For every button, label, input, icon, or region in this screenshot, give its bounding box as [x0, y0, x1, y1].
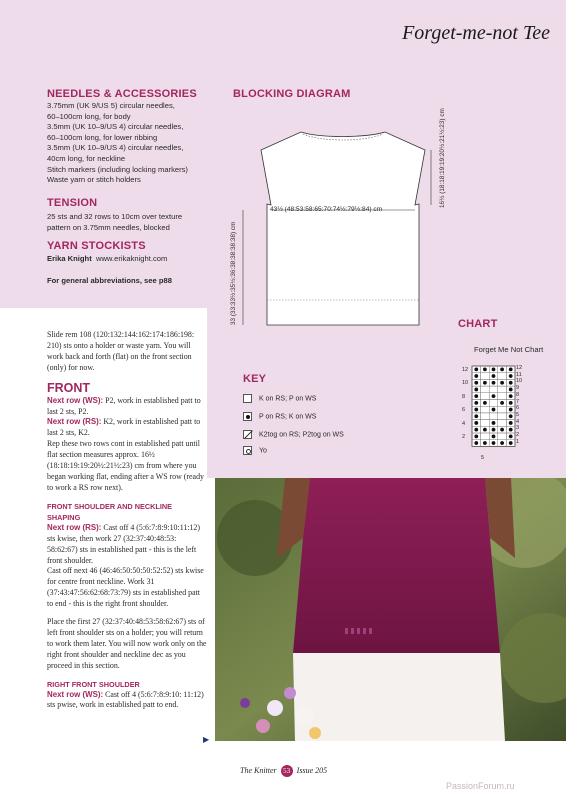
- garment-photo: [215, 478, 566, 741]
- row-number: 4: [462, 420, 466, 427]
- key-label: K2tog on RS; P2tog on WS: [259, 431, 344, 439]
- purl-dot: [474, 441, 478, 445]
- chart-heading: CHART: [458, 318, 498, 330]
- circle-square-icon: [243, 446, 252, 455]
- slash-square-icon: [243, 430, 252, 439]
- purl-dot: [492, 408, 496, 412]
- page-number: 53: [281, 765, 293, 777]
- tension-text: [47, 212, 217, 233]
- purl-dot: [509, 428, 513, 432]
- yarn-heading: YARN STOCKISTS: [47, 240, 146, 252]
- dot-square-icon: [243, 412, 252, 421]
- right-shoulder-ws-row: [47, 690, 207, 712]
- purl-dot: [509, 367, 513, 371]
- front-ws-row: [47, 396, 207, 418]
- key-label: P on RS; K on WS: [259, 413, 317, 421]
- key-item-purl: [243, 412, 316, 421]
- purl-dot: [500, 441, 504, 445]
- purl-dot: [492, 394, 496, 398]
- row-number: 8: [516, 391, 520, 398]
- purl-dot: [474, 367, 478, 371]
- tension-line: pattern on 3.75mm needles, blocked: [47, 222, 170, 232]
- row-text: K2, work in established patt to last 2 sts, K2.: [47, 417, 201, 438]
- key-item-k2tog: [243, 430, 344, 439]
- purl-dot: [500, 381, 504, 385]
- purl-dot: [492, 381, 496, 385]
- row-text: Cast off 4 (5:6:7:8:9:10: 11:12) sts pwise, work in established patt to end.: [47, 689, 204, 710]
- purl-dot: [509, 441, 513, 445]
- key-heading: KEY: [243, 373, 267, 385]
- armhole-label: 16½ (18:18:19:19:20½:21½:23) cm: [439, 108, 446, 208]
- abbreviations-note: For general abbreviations, see p88: [47, 276, 172, 285]
- purl-dot: [492, 434, 496, 438]
- photo-illustration: [215, 478, 566, 741]
- purl-dot: [474, 421, 478, 425]
- purl-dot: [500, 401, 504, 405]
- row-number: 2: [462, 434, 466, 441]
- row-number: 10: [516, 378, 523, 385]
- needles-line: 3.5mm (UK 10–9/US 4) circular needles,: [47, 143, 184, 153]
- row-text: Cast off 4 (5:6:7:8:9:10:11:12) sts kwise, then work 27 (32:37:40:48:53: 58:62:67) sts in established patt - this is the left front shoulder.: [47, 522, 201, 565]
- row-label: Next row (RS):: [47, 417, 102, 427]
- purl-dot: [474, 408, 478, 412]
- row-number: 1: [516, 438, 520, 445]
- purl-dot: [509, 414, 513, 418]
- blank-square-icon: [243, 394, 252, 403]
- purl-dot: [509, 388, 513, 392]
- purl-dot: [500, 367, 504, 371]
- purl-dot: [492, 441, 496, 445]
- purl-dot: [474, 374, 478, 378]
- issue-number: Issue 205: [296, 766, 328, 775]
- chart-stitch-count: 5: [481, 455, 485, 461]
- purl-dot: [492, 367, 496, 371]
- needles-line: 3.75mm (UK 9/US 5) circular needles,: [47, 101, 175, 110]
- row-number: 6: [516, 405, 520, 412]
- needles-line: 60–100cm long, for lower ribbing: [47, 132, 158, 142]
- place-paragraph: Place the first 27 (32:37:40:48:53:58:62:67) sts of left front shoulder sts on a holder; you will return to work them later. You will now work only on the right front shoulder and neckline dec as you proceed in this section.: [47, 617, 207, 670]
- row-number: 5: [516, 411, 520, 418]
- blocking-diagram: [225, 108, 465, 335]
- needles-heading: NEEDLES & ACCESSORIES: [47, 88, 197, 100]
- page-title: Forget-me-not Tee: [402, 22, 550, 44]
- needles-line: Waste yarn or stitch holders: [47, 175, 141, 185]
- watermark: PassionForum.ru: [446, 781, 515, 791]
- continue-arrow-icon: ▶: [203, 735, 210, 744]
- key-label: K on RS; P on WS: [259, 395, 317, 403]
- tension-line: 25 sts and 32 rows to 10cm over texture: [47, 212, 183, 221]
- front-rs-row: [47, 417, 207, 439]
- right-shoulder-heading: RIGHT FRONT SHOULDER: [47, 679, 140, 689]
- purl-dot: [474, 414, 478, 418]
- purl-dot: [492, 374, 496, 378]
- purl-dot: [509, 401, 513, 405]
- row-number: 2: [516, 432, 520, 439]
- purl-dot: [509, 394, 513, 398]
- row-number: 8: [462, 393, 466, 400]
- row-number: 12: [462, 367, 469, 373]
- purl-dot: [474, 401, 478, 405]
- chart-right-row-numbers: [516, 365, 522, 445]
- key-label: Yo: [259, 447, 267, 455]
- purl-dot: [483, 401, 487, 405]
- row-label: Next row (WS):: [47, 689, 104, 699]
- purl-dot: [474, 428, 478, 432]
- purl-dot: [483, 441, 487, 445]
- row-number: 12: [516, 365, 523, 371]
- blocking-heading: BLOCKING DIAGRAM: [233, 88, 351, 100]
- row-label: Next row (WS):: [47, 395, 104, 405]
- purl-dot: [474, 394, 478, 398]
- needles-line: 3.5mm (UK 10–9/US 4) circular needles,: [47, 122, 184, 132]
- intro-paragraph: Slide rem 108 (120:132:144:162:174:186:198: 210) sts onto a holder or waste yarn. You will work back and forth (flat) on the front section (only) for now.: [47, 330, 195, 372]
- row-number: 11: [516, 371, 522, 378]
- yarn-stockist: [47, 254, 217, 265]
- shoulder-rs-row: [47, 523, 207, 567]
- front-heading: FRONT: [47, 380, 91, 395]
- purl-dot: [492, 428, 496, 432]
- purl-dot: [509, 434, 513, 438]
- yarn-brand: Erika Knight: [47, 254, 92, 263]
- repeat-paragraph: Rep these two rows cont in established patt until flat section measures approx. 16½ (18:18:19:19:20½:21½:23) cm from where you began working flat, ending after a WS row (ready to work a RS row next).: [47, 439, 204, 492]
- row-label: Next row (RS):: [47, 522, 102, 532]
- purl-dot: [483, 428, 487, 432]
- purl-dot: [492, 421, 496, 425]
- needles-line: Stitch markers (including locking markers): [47, 164, 188, 174]
- purl-dot: [474, 381, 478, 385]
- magazine-name: The Knitter: [240, 766, 277, 775]
- needles-line: 40cm long, for neckline: [47, 153, 126, 163]
- width-label: 43½ (48:53:58:65:70:74½:79½:84) cm: [270, 206, 383, 213]
- row-number: 9: [516, 385, 520, 392]
- needles-line: 60–100cm long, for body: [47, 111, 131, 121]
- row-text: P2, work in established patt to last 2 sts, P2.: [47, 395, 201, 416]
- purl-dot: [483, 381, 487, 385]
- purl-dot: [500, 428, 504, 432]
- purl-dot: [483, 367, 487, 371]
- shoulder-heading: FRONT SHOULDER AND NECKLINE SHAPING: [47, 501, 172, 522]
- tension-heading: TENSION: [47, 197, 98, 209]
- castoff-paragraph: Cast off next 46 (46:46:50:50:50:52:52) sts kwise for centre front neckline. Work 31 (37:43:47:56:62:68:73:79) sts in established patt to end - this is the right front shoulder.: [47, 566, 204, 609]
- tee-outline: [261, 132, 425, 325]
- purl-dot: [509, 421, 513, 425]
- row-number: 6: [462, 407, 466, 414]
- row-number: 10: [462, 380, 469, 387]
- key-item-knit: [243, 394, 316, 403]
- chart-caption: Forget Me Not Chart: [474, 345, 544, 354]
- needles-list: [47, 101, 217, 186]
- chart-left-row-numbers: [462, 364, 468, 444]
- instructions-column: [47, 330, 207, 711]
- side-length-label: 33 (33:33½:35½:36:38:38:38:38) cm: [230, 221, 237, 325]
- row-number: 4: [516, 418, 520, 425]
- purl-dot: [509, 374, 513, 378]
- purl-dot: [509, 381, 513, 385]
- key-item-yo: [243, 446, 267, 455]
- tee-garment: [293, 478, 500, 653]
- yarn-url[interactable]: www.erikaknight.com: [95, 254, 168, 263]
- purl-dot: [474, 388, 478, 392]
- purl-dot: [474, 434, 478, 438]
- purl-dot: [509, 408, 513, 412]
- row-number: 7: [516, 398, 520, 405]
- page-footer: [240, 765, 327, 777]
- row-number: 3: [516, 425, 520, 432]
